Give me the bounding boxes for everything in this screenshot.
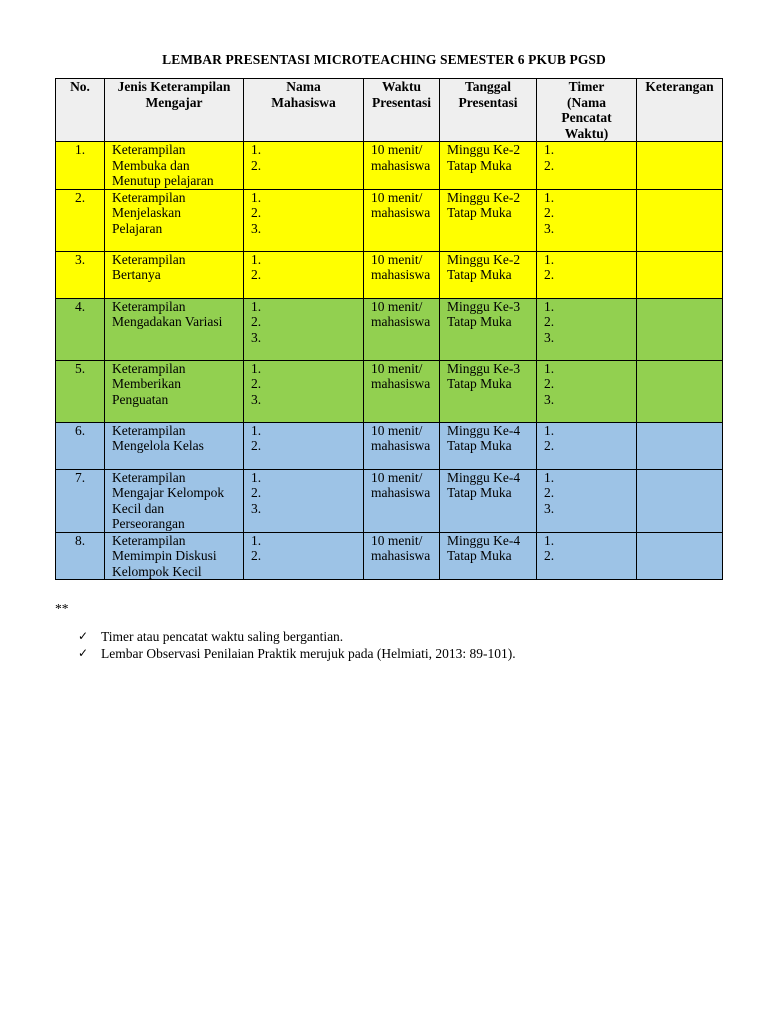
cell-keterangan [637, 532, 723, 580]
cell-jenis-line: Pelajaran [112, 220, 163, 236]
table-row [56, 298, 723, 360]
cell-nama-line: 2. [251, 485, 262, 500]
cell-jenis-line: Keterampilan [112, 422, 186, 438]
cell-waktu [364, 251, 440, 298]
cell-jenis [105, 532, 244, 580]
cell-nama-line: 1. [251, 189, 262, 205]
cell-timer [537, 469, 637, 532]
cell-waktu [364, 189, 440, 251]
cell-jenis-line: Menutup pelajaran [112, 173, 214, 188]
cell-tanggal-line: Tatap Muka [447, 438, 512, 453]
notes-marker: ** [55, 601, 69, 616]
cell-tanggal [440, 532, 537, 580]
cell-no: 7. [56, 469, 105, 532]
cell-nama [244, 251, 364, 298]
cell-timer-line: 2. [544, 548, 555, 563]
cell-jenis [105, 298, 244, 360]
cell-waktu [364, 298, 440, 360]
check-mark-icon: ✓ [78, 629, 89, 643]
cell-nama-line: 2. [251, 267, 262, 282]
cell-timer-line: 2. [544, 438, 555, 453]
cell-waktu-line: 10 menit/ [371, 422, 423, 438]
note-item [78, 628, 516, 645]
cell-jenis-line: Keterampilan [112, 469, 186, 485]
cell-no: 1. [56, 142, 105, 190]
cell-nama-line: 2. [251, 205, 262, 220]
cell-timer [537, 189, 637, 251]
cell-waktu-line: 10 menit/ [371, 251, 423, 267]
cell-tanggal-line: Minggu Ke-2 [447, 251, 521, 267]
cell-tanggal [440, 251, 537, 298]
cell-tanggal-line: Minggu Ke-4 [447, 422, 521, 438]
cell-keterangan [637, 298, 723, 360]
cell-waktu [364, 469, 440, 532]
cell-jenis-line: Keterampilan [112, 251, 186, 267]
cell-tanggal [440, 422, 537, 469]
cell-waktu-line: mahasiswa [371, 267, 431, 282]
cell-jenis-line: Memberikan [112, 376, 181, 391]
cell-waktu-line: 10 menit/ [371, 360, 423, 376]
cell-waktu [364, 360, 440, 422]
cell-jenis-line: Keterampilan [112, 532, 186, 548]
cell-tanggal-line: Tatap Muka [447, 548, 512, 563]
cell-timer-line: 1. [544, 360, 555, 376]
cell-keterangan [637, 189, 723, 251]
cell-timer-line: 2. [544, 157, 555, 173]
cell-timer [537, 532, 637, 580]
cell-jenis [105, 469, 244, 532]
note-text: Lembar Observasi Penilaian Praktik merujuk pada (Helmiati, 2013: 89-101). [101, 646, 516, 661]
cell-jenis [105, 142, 244, 190]
cell-tanggal-line: Minggu Ke-2 [447, 189, 521, 205]
cell-nama-line: 2. [251, 314, 262, 329]
header-keterangan: Keterangan [637, 79, 723, 142]
header-no: No. [56, 79, 105, 142]
cell-timer-line: 1. [544, 142, 555, 157]
cell-timer-line: 3. [544, 391, 555, 407]
table-row [56, 142, 723, 190]
cell-nama-line: 2. [251, 438, 262, 453]
cell-tanggal [440, 298, 537, 360]
cell-waktu-line: 10 menit/ [371, 142, 423, 157]
cell-nama-line: 3. [251, 329, 262, 345]
cell-keterangan [637, 422, 723, 469]
cell-jenis-line: Perseorangan [112, 516, 185, 531]
cell-tanggal-line: Minggu Ke-3 [447, 298, 521, 314]
cell-tanggal-line: Tatap Muka [447, 485, 512, 500]
cell-nama-line: 1. [251, 251, 262, 267]
note-text: Timer atau pencatat waktu saling bergantian. [101, 629, 344, 644]
cell-timer-line: 2. [544, 376, 555, 391]
cell-nama-line: 1. [251, 422, 262, 438]
header-jenis: Jenis Keterampilan Mengajar [105, 79, 244, 142]
cell-jenis-line: Bertanya [112, 267, 161, 282]
header-tanggal: Tanggal Presentasi [440, 79, 537, 142]
cell-timer-line: 2. [544, 314, 555, 329]
cell-timer-line: 1. [544, 469, 555, 485]
cell-keterangan [637, 469, 723, 532]
cell-jenis-line: Keterampilan [112, 142, 186, 157]
cell-no: 8. [56, 532, 105, 580]
cell-jenis-line: Kecil dan [112, 500, 165, 516]
cell-nama [244, 469, 364, 532]
cell-nama-line: 3. [251, 220, 262, 236]
cell-keterangan [637, 251, 723, 298]
cell-tanggal-line: Minggu Ke-3 [447, 360, 521, 376]
header-waktu: Waktu Presentasi [364, 79, 440, 142]
cell-timer [537, 360, 637, 422]
cell-no: 5. [56, 360, 105, 422]
cell-keterangan [637, 360, 723, 422]
table-body [56, 142, 723, 580]
cell-jenis-line: Mengelola Kelas [112, 438, 204, 453]
cell-tanggal-line: Tatap Muka [447, 205, 512, 220]
notes-list [55, 628, 516, 662]
cell-timer [537, 298, 637, 360]
header-nama: Nama Mahasiswa [244, 79, 364, 142]
cell-nama-line: 3. [251, 391, 262, 407]
cell-no: 3. [56, 251, 105, 298]
cell-nama-line: 1. [251, 142, 262, 157]
table-row [56, 532, 723, 580]
cell-tanggal [440, 189, 537, 251]
cell-waktu-line: mahasiswa [371, 376, 431, 391]
table-row [56, 422, 723, 469]
cell-timer-line: 1. [544, 298, 555, 314]
cell-jenis-line: Kelompok Kecil [112, 563, 202, 579]
cell-timer-line: 3. [544, 500, 555, 516]
cell-timer [537, 142, 637, 190]
table-row [56, 251, 723, 298]
cell-tanggal [440, 360, 537, 422]
cell-nama [244, 142, 364, 190]
table-row [56, 469, 723, 532]
cell-timer-line: 1. [544, 532, 555, 548]
cell-jenis-line: Mengajar Kelompok [112, 485, 225, 500]
cell-nama [244, 298, 364, 360]
cell-waktu [364, 142, 440, 190]
cell-timer-line: 2. [544, 485, 555, 500]
cell-tanggal-line: Minggu Ke-2 [447, 142, 521, 157]
cell-no: 2. [56, 189, 105, 251]
cell-tanggal-line: Tatap Muka [447, 314, 512, 329]
cell-nama-line: 1. [251, 360, 262, 376]
cell-waktu-line: 10 menit/ [371, 469, 423, 485]
cell-waktu-line: mahasiswa [371, 314, 431, 329]
cell-timer [537, 251, 637, 298]
cell-jenis-line: Memimpin Diskusi [112, 548, 217, 563]
cell-nama [244, 360, 364, 422]
cell-waktu [364, 422, 440, 469]
check-mark-icon: ✓ [78, 646, 89, 660]
cell-jenis-line: Keterampilan [112, 298, 186, 314]
cell-waktu-line: mahasiswa [371, 548, 431, 563]
cell-nama-line: 2. [251, 376, 262, 391]
cell-waktu-line: 10 menit/ [371, 298, 423, 314]
cell-nama-line: 3. [251, 500, 262, 516]
cell-no: 4. [56, 298, 105, 360]
note-item [78, 645, 516, 662]
table-row [56, 189, 723, 251]
cell-jenis-line: Membuka dan [112, 157, 190, 173]
cell-keterangan [637, 142, 723, 190]
cell-jenis-line: Mengadakan Variasi [112, 314, 223, 329]
cell-nama [244, 189, 364, 251]
cell-tanggal-line: Minggu Ke-4 [447, 532, 521, 548]
cell-tanggal [440, 469, 537, 532]
cell-waktu-line: mahasiswa [371, 157, 431, 173]
document-title: LEMBAR PRESENTASI MICROTEACHING SEMESTER 6 PKUB PGSD [162, 52, 606, 67]
cell-waktu-line: mahasiswa [371, 438, 431, 453]
cell-nama-line: 2. [251, 548, 262, 563]
cell-waktu-line: mahasiswa [371, 205, 431, 220]
cell-waktu [364, 532, 440, 580]
cell-timer-line: 3. [544, 220, 555, 236]
cell-tanggal-line: Minggu Ke-4 [447, 469, 521, 485]
cell-nama [244, 532, 364, 580]
cell-timer [537, 422, 637, 469]
cell-tanggal-line: Tatap Muka [447, 267, 512, 282]
cell-jenis-line: Menjelaskan [112, 205, 181, 220]
cell-jenis-line: Keterampilan [112, 360, 186, 376]
cell-waktu-line: 10 menit/ [371, 532, 423, 548]
cell-waktu-line: mahasiswa [371, 485, 431, 500]
presentation-schedule-table [55, 78, 723, 580]
cell-nama [244, 422, 364, 469]
cell-jenis [105, 189, 244, 251]
cell-timer-line: 2. [544, 267, 555, 282]
cell-nama-line: 1. [251, 469, 262, 485]
cell-tanggal-line: Tatap Muka [447, 157, 512, 173]
cell-jenis-line: Penguatan [112, 391, 169, 407]
cell-waktu-line: 10 menit/ [371, 189, 423, 205]
notes-section [55, 600, 516, 662]
table-row [56, 360, 723, 422]
cell-nama-line: 2. [251, 157, 262, 173]
cell-no: 6. [56, 422, 105, 469]
header-timer: Timer (Nama Pencatat Waktu) [537, 79, 637, 142]
cell-jenis [105, 360, 244, 422]
cell-nama-line: 1. [251, 298, 262, 314]
cell-tanggal-line: Tatap Muka [447, 376, 512, 391]
cell-tanggal [440, 142, 537, 190]
cell-timer-line: 2. [544, 205, 555, 220]
cell-jenis [105, 251, 244, 298]
cell-nama-line: 1. [251, 532, 262, 548]
table-header-row [56, 79, 723, 142]
cell-jenis [105, 422, 244, 469]
cell-timer-line: 1. [544, 189, 555, 205]
cell-jenis-line: Keterampilan [112, 189, 186, 205]
cell-timer-line: 1. [544, 251, 555, 267]
cell-timer-line: 3. [544, 329, 555, 345]
cell-timer-line: 1. [544, 422, 555, 438]
